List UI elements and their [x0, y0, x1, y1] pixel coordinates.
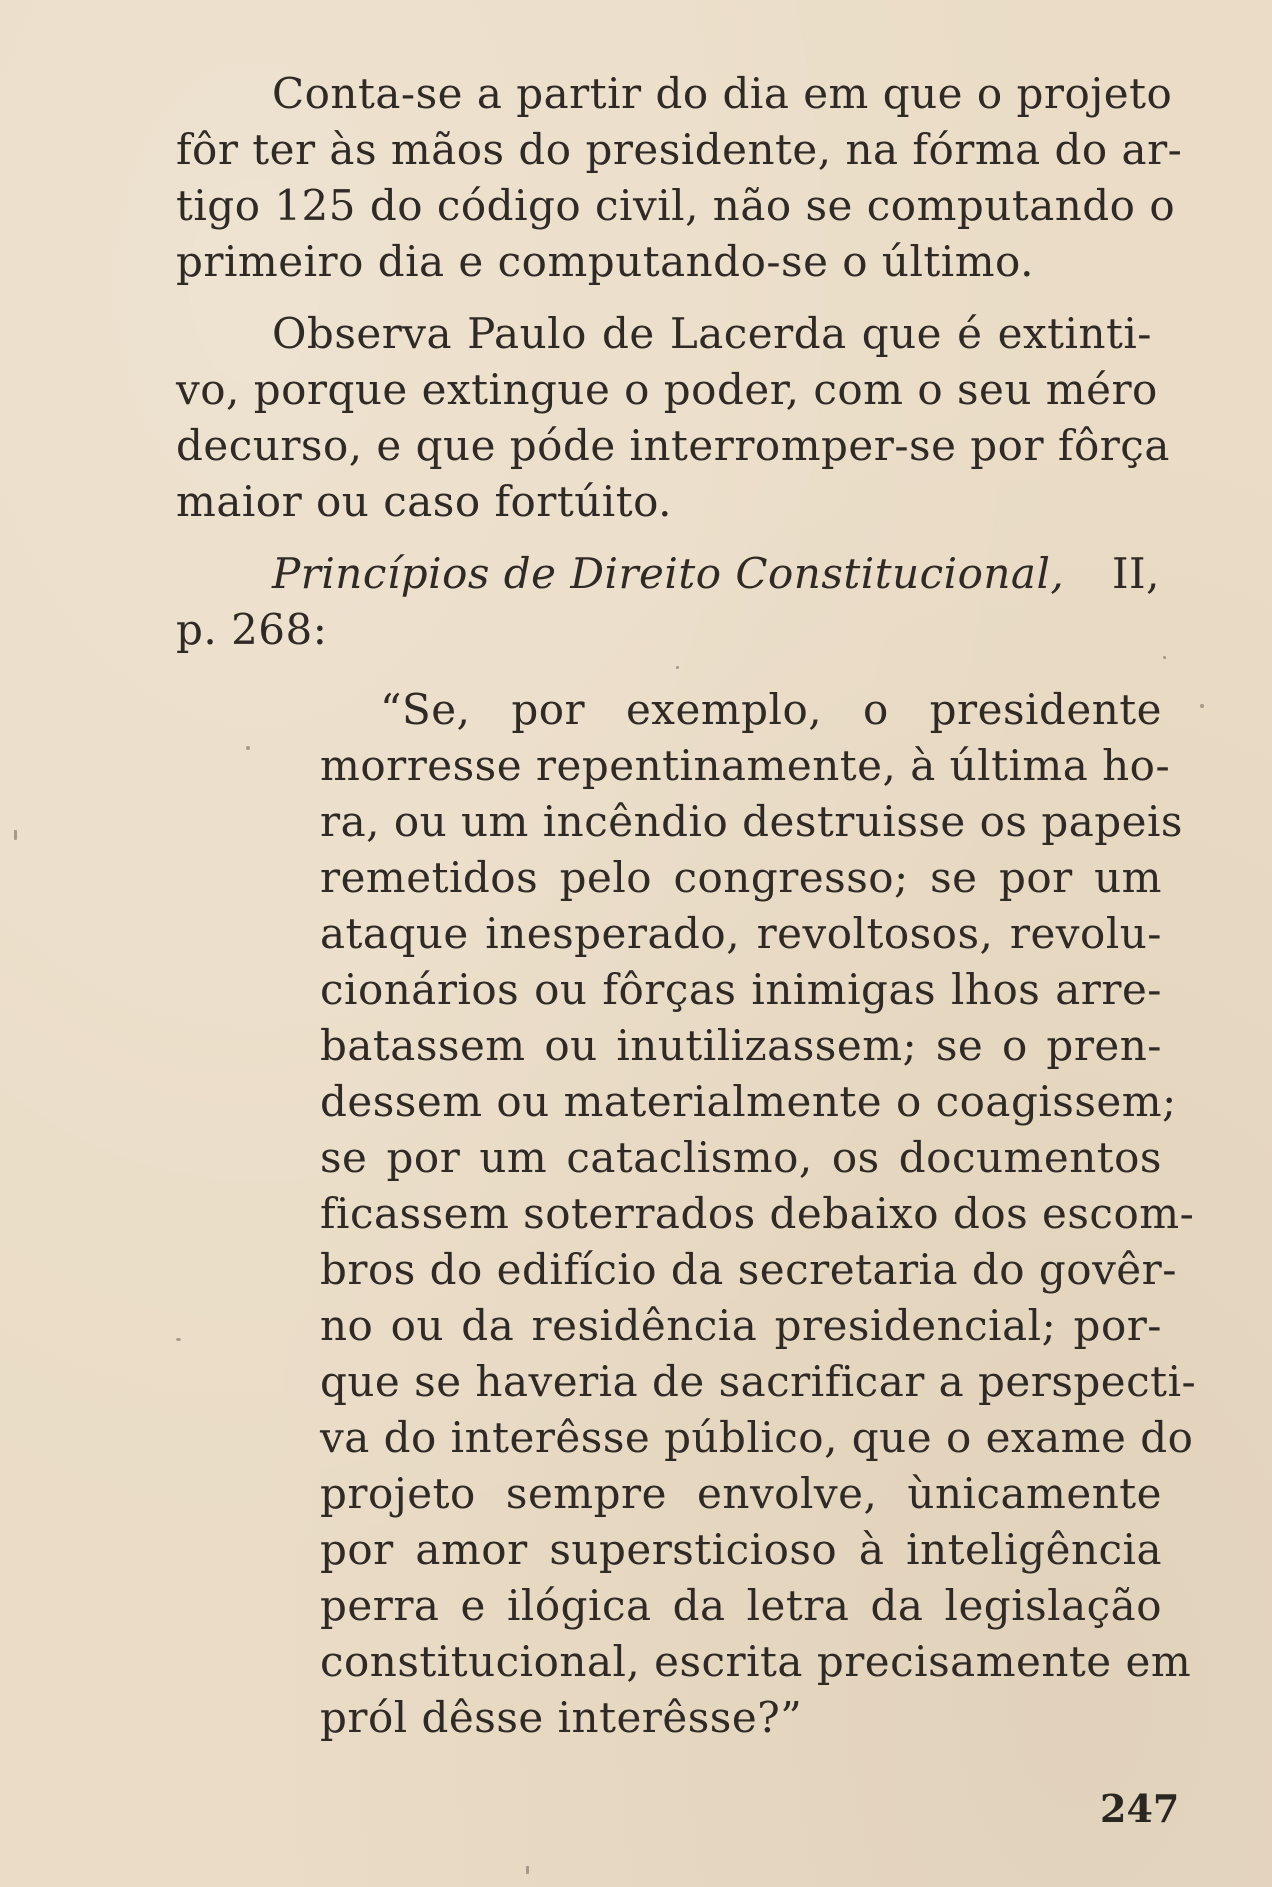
paper-speck — [1200, 704, 1204, 708]
quote-line: batassem ou inutilizassem; se o pren- — [320, 1021, 1162, 1070]
quote-line: cionários ou fôrças inimigas lhos arre- — [320, 965, 1162, 1014]
quote-line: bros do edifício da secretaria do govêr- — [320, 1245, 1177, 1294]
quote-line: pról dêsse interêsse?” — [320, 1693, 803, 1742]
text-line: Observa Paulo de Lacerda que é extinti- — [272, 309, 1152, 358]
text-line: fôr ter às mãos do presidente, na fórma do ar- — [176, 125, 1183, 174]
quote-line: projeto sempre envolve, ùnicamente — [320, 1469, 1162, 1518]
quote-line: por amor supersticioso à inteligência — [320, 1525, 1162, 1574]
quote-line: no ou da residência presidencial; por- — [320, 1301, 1162, 1350]
page-number: 247 — [1100, 1786, 1180, 1831]
citation-title: Princípios de Direito Constitucional, — [272, 549, 1065, 598]
paper-speck — [176, 1338, 181, 1341]
quote-line: ficassem soterrados debaixo dos escom- — [320, 1189, 1195, 1238]
citation-volume: II, — [1111, 549, 1160, 598]
text-line: tigo 125 do código civil, não se computando o — [176, 181, 1176, 230]
text-line: maior ou caso fortúito. — [176, 477, 672, 526]
quote-line: ra, ou um incêndio destruisse os papeis — [320, 797, 1183, 846]
paper-speck — [676, 666, 679, 669]
quote-line: ataque inesperado, revoltosos, revolu- — [320, 909, 1162, 958]
quote-line: que se haveria de sacrificar a perspecti- — [320, 1357, 1197, 1406]
paper-speck — [246, 746, 250, 750]
text-line: decurso, e que póde interromper-se por fôrça — [176, 421, 1170, 470]
paper-speck — [14, 830, 17, 840]
text-line: vo, porque extingue o poder, com o seu méro — [176, 365, 1158, 414]
text-line: Conta-se a partir do dia em que o projeto — [272, 69, 1173, 118]
quote-line: dessem ou materialmente o coagissem; — [320, 1077, 1177, 1126]
quote-line: va do interêsse público, que o exame do — [320, 1413, 1194, 1462]
citation-page-ref: p. 268: — [176, 605, 328, 654]
quote-line: morresse repentinamente, à última ho- — [320, 741, 1171, 790]
quote-line: “Se, por exemplo, o presidente — [380, 685, 1162, 734]
quote-line: constitucional, escrita precisamente em — [320, 1637, 1192, 1686]
paper-speck — [1163, 656, 1166, 659]
quote-line: se por um cataclismo, os documentos — [320, 1133, 1162, 1182]
paper-speck — [526, 1866, 529, 1874]
quote-line: remetidos pelo congresso; se por um — [320, 853, 1162, 902]
quote-line: perra e ilógica da letra da legislação — [320, 1581, 1162, 1630]
text-line: primeiro dia e computando-se o último. — [176, 237, 1034, 286]
